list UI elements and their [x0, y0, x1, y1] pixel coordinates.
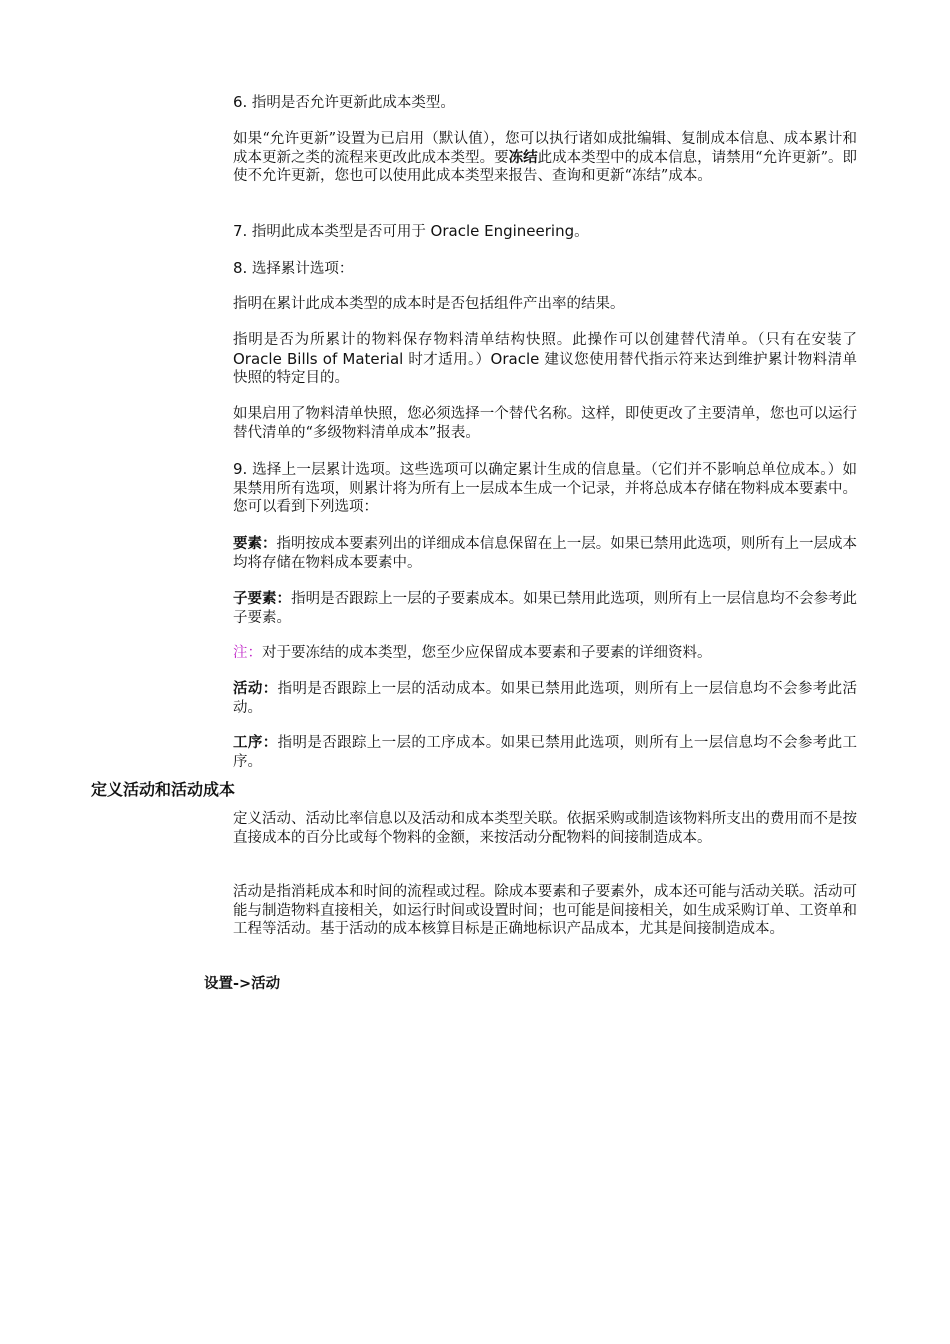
step-number: 9.: [233, 460, 248, 478]
step-6-detail: [233, 130, 857, 186]
option-activity: [233, 680, 857, 717]
step-8: [233, 259, 857, 279]
section-activity-definition: [233, 883, 857, 939]
note-text: 对于要冻结的成本类型，您至少应保留成本要素和子要素的详细资料。: [262, 645, 712, 661]
step-number: 7.: [233, 222, 248, 240]
text-run: 指明是否为所累计的物料保存物料清单结构快照。此操作可以创建替代清单。（只有在安装了: [233, 332, 857, 348]
text-run: 活动是指消耗成本和时间的流程或过程。除成本要素和子要素外，成本还可能与活动关联。活动可能与制造物料直接相关，如运行时间或设置时间；也可能是间接相关，如生成采购订单、工资单和工程等活动。基于活动的成本核算目标是正确地标识产品成本，尤其是间接制造成本。: [233, 884, 857, 937]
step-8-snapshot: [233, 331, 857, 388]
bold-term: 冻结: [508, 149, 538, 166]
product-name: Oracle Engineering: [430, 222, 575, 240]
text-run: 指明此成本类型是否可用于: [247, 224, 431, 240]
option-text: 指明按成本要素列出的详细成本信息保留在上一层。如果已禁用此选项，则所有上一层成本均将存储在物料成本要素中。: [233, 536, 858, 571]
text-run: 。: [574, 224, 589, 240]
option-label: 活动：: [233, 681, 278, 697]
option-operation: [233, 734, 857, 771]
step-number: 6.: [233, 93, 248, 111]
text-run: 指明在累计此成本类型的成本时是否包括组件产出率的结果。: [233, 296, 625, 312]
text-run: 定义活动、活动比率信息以及活动和成本类型关联。依据采购或制造该物料所支出的费用而不是按直接成本的百分比或每个物料的金额，来按活动分配物料的间接制造成本。: [233, 811, 857, 846]
step-6: [233, 93, 857, 113]
step-7: [233, 222, 857, 242]
option-label: 子要素：: [233, 591, 292, 607]
step-9: [233, 460, 857, 517]
option-text: 指明是否跟踪上一层的活动成本。如果已禁用此选项，则所有上一层信息均不会参考此活动。: [233, 681, 858, 716]
option-label: 工序：: [233, 735, 278, 751]
section-heading: 定义活动和活动成本: [91, 780, 236, 799]
text-run: 如果“允许更新”设置为已启用（默认值），您可以执行诸如成批编辑、复制成本信息、成本累计和成本更新之类的流程来更改此成本类型。要: [233, 131, 857, 166]
option-subelement: [233, 590, 857, 627]
option-element: [233, 535, 857, 572]
text-run: 时才适用。）: [403, 351, 491, 368]
section-intro: [233, 810, 857, 847]
product-name: Oracle Bills of Material: [233, 349, 404, 368]
step-text: 选择累计选项：: [247, 261, 354, 277]
option-label: 要素：: [233, 536, 277, 552]
step-number: 8.: [233, 259, 248, 277]
navigation-path: 设置->活动: [204, 976, 281, 992]
note: [233, 644, 857, 663]
step-text: 指明是否允许更新此成本类型。: [247, 95, 455, 111]
product-name: Oracle: [490, 349, 540, 368]
step-text: 选择上一层累计选项。这些选项可以确定累计生成的信息量。（它们并不影响总单位成本。）如果禁用所有选项，则累计将为所有上一层成本生成一个记录，并将总成本存储在物料成本要素中。您可以看到下列选项：: [233, 462, 857, 515]
text-run: 建议您使用替代指示符来达到维护累计物料清单快照的特定目的。: [233, 351, 857, 386]
note-label: 注：: [233, 645, 262, 661]
text-run: 此成本类型中的成本信息，请禁用“允许更新”。即使不允许更新，您也可以使用此成本类型来报告、查询和更新“冻结”成本。: [233, 149, 858, 184]
option-text: 指明是否跟踪上一层的子要素成本。如果已禁用此选项，则所有上一层信息均不会参考此子要素。: [233, 591, 858, 626]
step-8-yield: [233, 295, 857, 314]
step-8-alternate: [233, 405, 857, 442]
option-text: 指明是否跟踪上一层的工序成本。如果已禁用此选项，则所有上一层信息均不会参考此工序。: [233, 735, 858, 770]
text-run: 如果启用了物料清单快照，您必须选择一个替代名称。这样，即使更改了主要清单，您也可以运行替代清单的“多级物料清单成本”报表。: [233, 406, 857, 441]
